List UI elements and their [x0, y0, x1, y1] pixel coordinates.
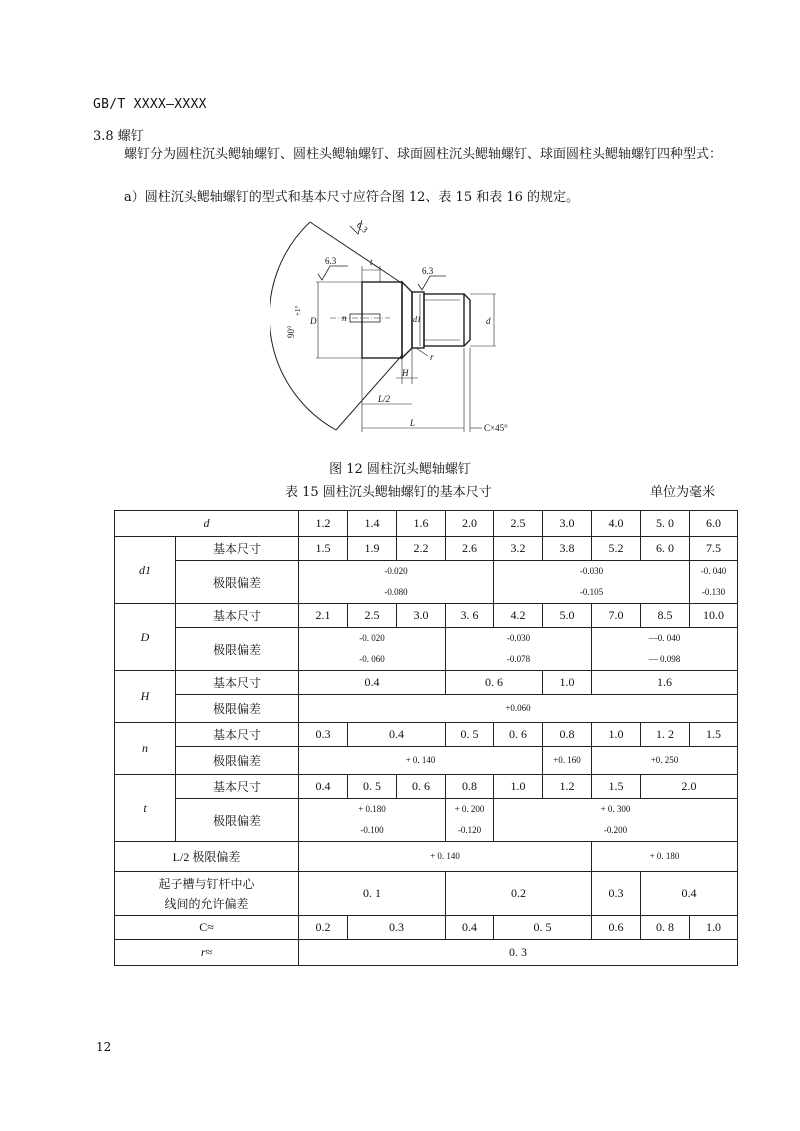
n-basic: 0.3 [299, 723, 348, 747]
D-basic: 7.0 [592, 604, 641, 628]
table-row [115, 695, 738, 723]
D-basic: 4.2 [494, 604, 543, 628]
d-value: 5. 0 [641, 511, 690, 537]
basic-size-label: 基本尺寸 [176, 723, 299, 747]
n-basic: 1.5 [690, 723, 738, 747]
countersink-line-top [310, 219, 403, 284]
d1-basic: 6. 0 [641, 537, 690, 561]
C-value: 0.4 [446, 916, 494, 940]
half-L-tolerance-a: + 0. 140 [299, 842, 592, 872]
d1-basic: 5.2 [592, 537, 641, 561]
d-value: 1.4 [348, 511, 397, 537]
basic-size-label: 基本尺寸 [176, 604, 299, 628]
table-row [115, 775, 738, 799]
screw-head [362, 282, 402, 358]
table-caption: 表 15 圆柱沉头鳃轴螺钉的基本尺寸 [285, 485, 492, 500]
standard-code: GB/T XXXX—XXXX [93, 97, 207, 112]
basic-size-label: 基本尺寸 [176, 671, 299, 695]
d1-label: d1 [115, 537, 176, 604]
d1-basic: 2.2 [397, 537, 446, 561]
C-value: 0.3 [348, 916, 446, 940]
label-D: D [310, 316, 317, 326]
d1-tolerance-c: -0. 040 -0.130 [690, 561, 738, 604]
table-row [115, 799, 738, 842]
t-tolerance-b: + 0. 200 -0.120 [446, 799, 494, 842]
screw-drawing [270, 208, 530, 440]
table-row [115, 537, 738, 561]
table-row [115, 604, 738, 628]
n-basic: 0. 5 [446, 723, 494, 747]
D-basic: 3.0 [397, 604, 446, 628]
D-basic: 8.5 [641, 604, 690, 628]
d-value: 4.0 [592, 511, 641, 537]
label-L: L [410, 418, 416, 428]
d1-basic: 1.5 [299, 537, 348, 561]
roughness-label-3: 6.3 [354, 219, 370, 235]
D-basic: 2.1 [299, 604, 348, 628]
C-value: 0. 8 [641, 916, 690, 940]
t-tolerance-c: + 0. 300 -0.200 [494, 799, 738, 842]
label-angle: 90° [286, 325, 296, 338]
C-value: 0. 5 [494, 916, 592, 940]
slot-value: 0. 1 [299, 872, 446, 916]
table-row [115, 872, 738, 916]
d1-basic: 2.6 [446, 537, 494, 561]
label-H: H [402, 368, 409, 378]
d1-tolerance-a: -0.020 -0.080 [299, 561, 494, 604]
H-label: H [115, 671, 176, 723]
basic-size-label: 基本尺寸 [176, 537, 299, 561]
C-value: 1.0 [690, 916, 738, 940]
D-tolerance-b: -0.030 -0.078 [446, 628, 592, 671]
r-value: 0. 3 [299, 940, 738, 966]
tolerance-label: 极限偏差 [176, 695, 299, 723]
label-half-L: L/2 [378, 394, 391, 404]
countersink-line-bottom [336, 354, 403, 430]
t-label: t [115, 775, 176, 842]
d1-basic: 7.5 [690, 537, 738, 561]
d-value: 1.2 [299, 511, 348, 537]
d-value: 2.0 [446, 511, 494, 537]
n-basic: 0.8 [543, 723, 592, 747]
t-basic: 1.0 [494, 775, 543, 799]
t-basic: 2.0 [641, 775, 738, 799]
t-basic: 1.5 [592, 775, 641, 799]
countersink [402, 282, 412, 358]
half-L-tolerance-b: + 0. 180 [592, 842, 738, 872]
C-label: C≈ [115, 916, 299, 940]
table-row [115, 747, 738, 775]
H-basic: 1.6 [592, 671, 738, 695]
D-tolerance-c: —0. 040 — 0.098 [592, 628, 738, 671]
slot-label: 起子槽与钉杆中心 线间的允许偏差 [115, 872, 299, 916]
n-tolerance-a: + 0. 140 [299, 747, 543, 775]
label-angle-tol: +1° [294, 305, 302, 316]
r-label: r≈ [115, 940, 299, 966]
t-tolerance-a: + 0.180 -0.100 [299, 799, 446, 842]
table-row [115, 723, 738, 747]
label-r: r [430, 352, 434, 362]
tolerance-label: 极限偏差 [176, 799, 299, 842]
d1-basic: 1.9 [348, 537, 397, 561]
t-basic: 0. 6 [397, 775, 446, 799]
paragraph-requirement: a）圆柱沉头鳃轴螺钉的型式和基本尺寸应符合图 12、表 15 和表 16 的规定。 [124, 190, 580, 205]
n-basic: 0. 6 [494, 723, 543, 747]
slot-value: 0.2 [446, 872, 592, 916]
table-row [115, 561, 738, 604]
page-number: 12 [96, 1040, 112, 1054]
H-basic: 0.4 [299, 671, 446, 695]
d-value: 6.0 [690, 511, 738, 537]
d-label: d [115, 511, 299, 537]
D-basic: 10.0 [690, 604, 738, 628]
dimension-table [114, 510, 738, 966]
n-basic: 0.4 [348, 723, 446, 747]
label-n: n [342, 313, 347, 323]
D-basic: 5.0 [543, 604, 592, 628]
t-basic: 0. 5 [348, 775, 397, 799]
H-basic: 0. 6 [446, 671, 543, 695]
table-row [115, 940, 738, 966]
table-row [115, 628, 738, 671]
d-value: 2.5 [494, 511, 543, 537]
angle-arc [270, 222, 336, 430]
n-basic: 1.0 [592, 723, 641, 747]
half-L-label: L/2 极限偏差 [115, 842, 299, 872]
d-value: 3.0 [543, 511, 592, 537]
n-basic: 1. 2 [641, 723, 690, 747]
label-d: d [486, 316, 491, 326]
d1-basic: 3.8 [543, 537, 592, 561]
slot-value: 0.3 [592, 872, 641, 916]
d1-basic: 3.2 [494, 537, 543, 561]
tolerance-label: 极限偏差 [176, 561, 299, 604]
table-row [115, 916, 738, 940]
table-row [115, 842, 738, 872]
figure-caption: 图 12 圆柱沉头鳃轴螺钉 [329, 462, 471, 477]
H-tolerance: +0.060 [299, 695, 738, 723]
D-tolerance-a: -0. 020 -0. 060 [299, 628, 446, 671]
t-basic: 0.8 [446, 775, 494, 799]
roughness-label-1: 6.3 [325, 256, 337, 266]
C-value: 0.6 [592, 916, 641, 940]
section-heading: 3.8 螺钉 [93, 129, 144, 144]
tolerance-label: 极限偏差 [176, 747, 299, 775]
D-label: D [115, 604, 176, 671]
n-tolerance-b: +0. 160 [543, 747, 592, 775]
n-tolerance-c: +0. 250 [592, 747, 738, 775]
D-basic: 3. 6 [446, 604, 494, 628]
roughness-label-2: 6.3 [422, 266, 434, 276]
C-value: 0.2 [299, 916, 348, 940]
label-t: t [370, 257, 373, 267]
t-basic: 0.4 [299, 775, 348, 799]
D-basic: 2.5 [348, 604, 397, 628]
slot-value: 0.4 [641, 872, 738, 916]
tolerance-label: 极限偏差 [176, 628, 299, 671]
H-basic: 1.0 [543, 671, 592, 695]
thread [424, 294, 464, 346]
basic-size-label: 基本尺寸 [176, 775, 299, 799]
label-d1: d1 [413, 315, 421, 324]
n-label: n [115, 723, 176, 775]
d-value: 1.6 [397, 511, 446, 537]
t-basic: 1.2 [543, 775, 592, 799]
d1-tolerance-b: -0.030 -0.105 [494, 561, 690, 604]
label-chamfer: C×45° [484, 423, 508, 433]
table-unit: 单位为毫米 [650, 485, 716, 500]
table-row [115, 511, 738, 537]
paragraph-screw-types: 螺钉分为圆柱沉头鳃轴螺钉、圆柱头鳃轴螺钉、球面圆柱沉头鳃轴螺钉、球面圆柱头鳃轴螺钉四种型式： [124, 147, 723, 162]
table-row [115, 671, 738, 695]
